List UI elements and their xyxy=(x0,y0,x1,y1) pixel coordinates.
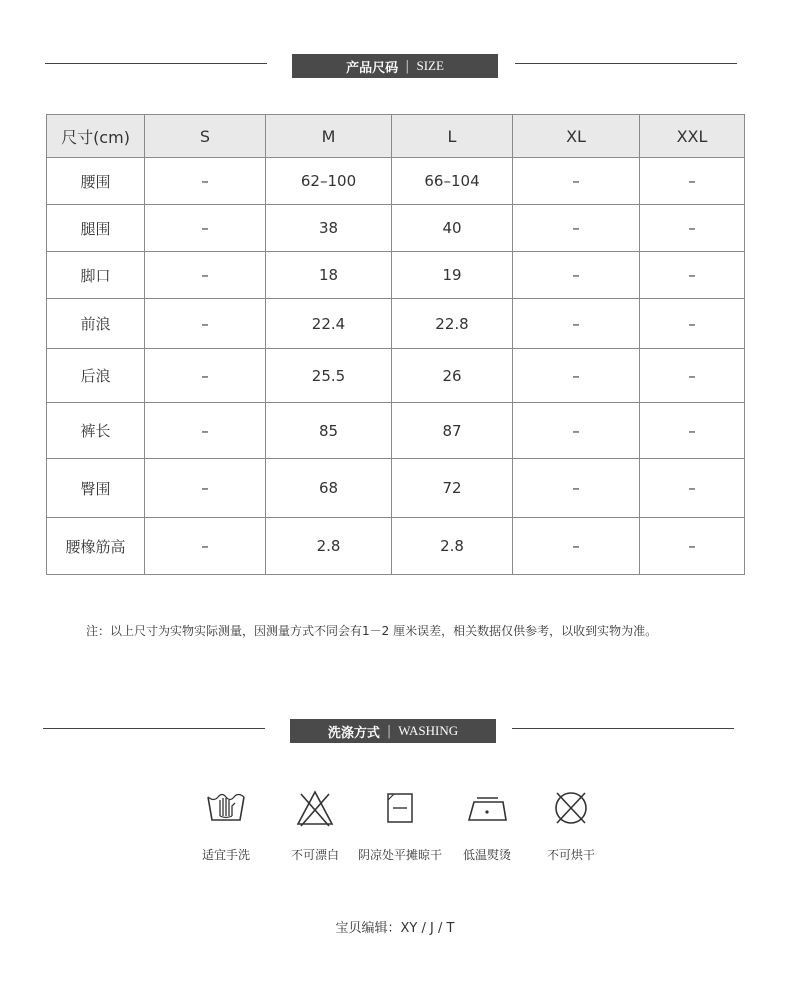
row-label: 腰围 xyxy=(47,158,145,205)
measurement-note: 注：以上尺寸为实物实际测量，因测量方式不同会有1－2 厘米误差，相关数据仅供参考，以收到实物为准。 xyxy=(86,624,658,638)
size-section-header xyxy=(0,54,790,78)
table-cell: – xyxy=(145,459,266,518)
size-table xyxy=(46,114,745,575)
hand-wash-icon xyxy=(204,788,248,828)
wash-label: 不可烘干 xyxy=(546,848,595,862)
table-cell: – xyxy=(145,518,266,575)
table-cell: – xyxy=(145,299,266,349)
table-cell: 2.8 xyxy=(266,518,392,575)
header-right-rule xyxy=(512,728,734,729)
no-bleach-icon xyxy=(293,788,337,828)
table-row xyxy=(47,403,745,459)
washing-title-badge xyxy=(290,719,496,743)
table-cell: 87 xyxy=(392,403,513,459)
washing-title-zh: 洗涤方式 xyxy=(327,725,380,741)
corner-cell: 尺寸(cm) xyxy=(47,115,145,158)
wash-item-shade-dry-flat xyxy=(355,788,445,863)
table-cell: – xyxy=(513,205,640,252)
row-label: 裤长 xyxy=(47,403,145,459)
washing-title-en: WASHING xyxy=(398,723,459,738)
table-cell: 25.5 xyxy=(266,349,392,403)
wash-label: 低温熨烫 xyxy=(462,848,511,862)
table-cell: 38 xyxy=(266,205,392,252)
row-label: 后浪 xyxy=(47,349,145,403)
header-left-rule xyxy=(45,63,267,64)
table-cell: – xyxy=(640,403,745,459)
wash-item-no-tumble-dry xyxy=(526,788,616,863)
table-cell: 26 xyxy=(392,349,513,403)
table-cell: – xyxy=(513,459,640,518)
table-cell: – xyxy=(640,252,745,299)
table-cell: 22.4 xyxy=(266,299,392,349)
no-tumble-dry-icon xyxy=(549,788,593,828)
table-cell: – xyxy=(513,518,640,575)
table-cell: – xyxy=(513,158,640,205)
header-left-rule xyxy=(43,728,265,729)
table-cell: – xyxy=(640,349,745,403)
header-right-rule xyxy=(515,63,737,64)
table-cell: – xyxy=(145,205,266,252)
table-cell: 19 xyxy=(392,252,513,299)
table-cell: – xyxy=(640,299,745,349)
wash-item-low-iron xyxy=(442,788,532,863)
table-row xyxy=(47,158,745,205)
table-cell: – xyxy=(145,158,266,205)
table-cell: 66–104 xyxy=(392,158,513,205)
wash-item-no-bleach xyxy=(270,788,360,863)
size-title-zh: 产品尺码 xyxy=(346,60,399,76)
row-label: 脚口 xyxy=(47,252,145,299)
table-cell: – xyxy=(513,403,640,459)
size-title-separator: | xyxy=(405,58,410,74)
low-iron-icon xyxy=(465,788,509,828)
wash-item-hand-wash xyxy=(181,788,271,863)
table-cell: – xyxy=(513,299,640,349)
table-cell: – xyxy=(145,403,266,459)
table-row xyxy=(47,459,745,518)
washing-section-header xyxy=(0,719,790,743)
table-row xyxy=(47,252,745,299)
size-title-badge xyxy=(292,54,498,78)
washing-title-separator: | xyxy=(386,723,392,739)
wash-label: 适宜手洗 xyxy=(201,848,250,862)
size-col-s: S xyxy=(145,115,266,158)
product-editor-credit: 宝贝编辑：XY / J / T xyxy=(335,921,455,936)
wash-label: 阴凉处平摊晾干 xyxy=(357,848,442,862)
size-title-en: SIZE xyxy=(416,58,444,73)
row-label: 腰橡筋高 xyxy=(47,518,145,575)
table-cell: 72 xyxy=(392,459,513,518)
row-label: 臀围 xyxy=(47,459,145,518)
table-cell: 40 xyxy=(392,205,513,252)
table-row xyxy=(47,205,745,252)
table-cell: 68 xyxy=(266,459,392,518)
table-cell: 2.8 xyxy=(392,518,513,575)
table-cell: 62–100 xyxy=(266,158,392,205)
wash-label: 不可漂白 xyxy=(290,848,339,862)
table-cell: – xyxy=(513,349,640,403)
size-col-xl: XL xyxy=(513,115,640,158)
table-row xyxy=(47,349,745,403)
table-cell: – xyxy=(145,349,266,403)
size-col-m: M xyxy=(266,115,392,158)
table-cell: – xyxy=(640,518,745,575)
table-row xyxy=(47,299,745,349)
row-label: 前浪 xyxy=(47,299,145,349)
row-label: 腿围 xyxy=(47,205,145,252)
table-cell: – xyxy=(145,252,266,299)
table-cell: – xyxy=(640,158,745,205)
size-col-l: L xyxy=(392,115,513,158)
table-cell: 22.8 xyxy=(392,299,513,349)
table-cell: 85 xyxy=(266,403,392,459)
size-col-xxl: XXL xyxy=(640,115,745,158)
table-row xyxy=(47,518,745,575)
shade-dry-flat-icon xyxy=(378,788,422,828)
table-cell: – xyxy=(640,205,745,252)
table-cell: 18 xyxy=(266,252,392,299)
size-header-row xyxy=(47,115,745,158)
table-cell: – xyxy=(513,252,640,299)
table-cell: – xyxy=(640,459,745,518)
